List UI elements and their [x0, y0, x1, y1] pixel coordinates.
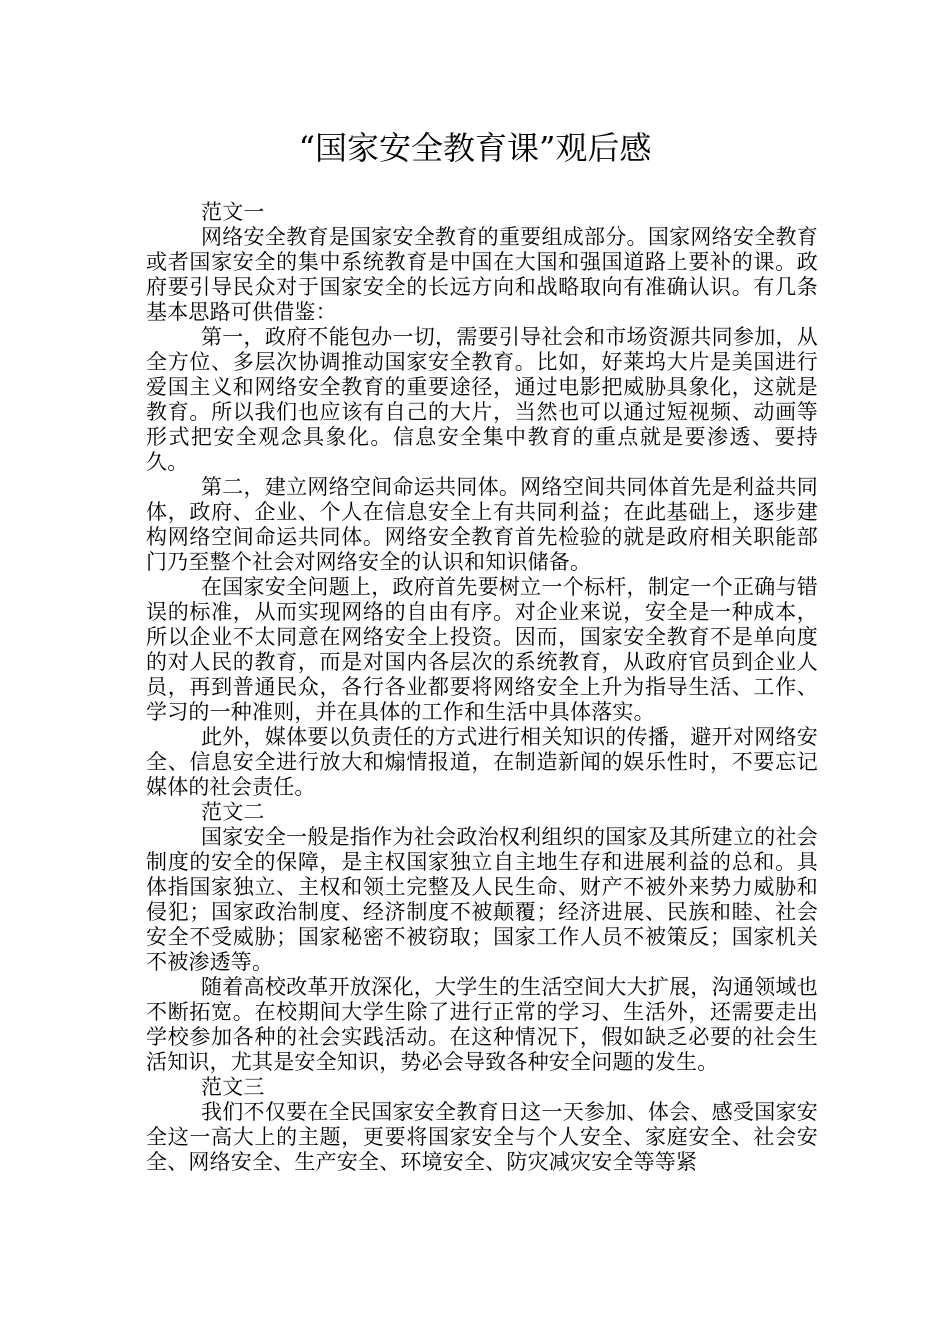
- paragraph: 随着高校改革开放深化，大学生的生活空间大大扩展，沟通领域也不断拓宽。在校期间大学生除了进行正常的学习、生活外，还需要走出学校参加各种的社会实践活动。在这种情况下，假如缺乏必要的社会生活知识，尤其是安全知识，势必会导致各种安全问题的发生。: [146, 975, 818, 1074]
- section-label-2: 范文二: [201, 800, 265, 824]
- section-label-1: 范文一: [201, 200, 265, 224]
- paragraph: 我们不仅要在全民国家安全教育日这一天参加、体会、感受国家安全这一高大上的主题，更要将国家安全与个人安全、家庭安全、社会安全、网络安全、生产安全、环境安全、防灾减灾安全等等紧: [146, 1100, 818, 1174]
- paragraph: 第二，建立网络空间命运共同体。网络空间共同体首先是利益共同体，政府、企业、个人在信息安全上有共同利益；在此基础上，逐步建构网络空间命运共同体。网络安全教育首先检验的就是政府相关职能部门乃至整个社会对网络安全的认识和知识储备。: [146, 475, 818, 574]
- section-label-3: 范文三: [201, 1075, 265, 1099]
- paragraph: 此外，媒体要以负责任的方式进行相关知识的传播，避开对网络安全、信息安全进行放大和煽情报道，在制造新闻的娱乐性时，不要忘记媒体的社会责任。: [146, 725, 818, 799]
- paragraph: 网络安全教育是国家安全教育的重要组成部分。国家网络安全教育或者国家安全的集中系统教育是中国在大国和强国道路上要补的课。政府要引导民众对于国家安全的长远方向和战略取向有准确认识。有几条基本思路可供借鉴：: [146, 225, 818, 324]
- paragraph: 在国家安全问题上，政府首先要树立一个标杆，制定一个正确与错误的标准，从而实现网络的自由有序。对企业来说，安全是一种成本，所以企业不太同意在网络安全上投资。因而，国家安全教育不是单向度的对人民的教育，而是对国内各层次的系统教育，从政府官员到企业人员，再到普通民众，各行各业都要将网络安全上升为指导生活、工作、学习的一种准则，并在具体的工作和生活中具体落实。: [146, 575, 818, 724]
- paragraph: 国家安全一般是指作为社会政治权利组织的国家及其所建立的社会制度的安全的保障，是主权国家独立自主地生存和进展利益的总和。具体指国家独立、主权和领土完整及人民生命、财产不被外来势力威胁和侵犯；国家政治制度、经济制度不被颠覆；经济进展、民族和睦、社会安全不受威胁；国家秘密不被窃取；国家工作人员不被策反；国家机关不被渗透等。: [146, 825, 818, 974]
- paragraph: 第一，政府不能包办一切，需要引导社会和市场资源共同参加，从全方位、多层次协调推动国家安全教育。比如，好莱坞大片是美国进行爱国主义和网络安全教育的重要途径，通过电影把威胁具象化，这就是教育。所以我们也应该有自己的大片，当然也可以通过短视频、动画等形式把安全观念具象化。信息安全集中教育的重点就是要渗透、要持久。: [146, 325, 818, 474]
- document-body: [146, 200, 818, 1175]
- document-title: “国家安全教育课”观后感: [298, 129, 652, 167]
